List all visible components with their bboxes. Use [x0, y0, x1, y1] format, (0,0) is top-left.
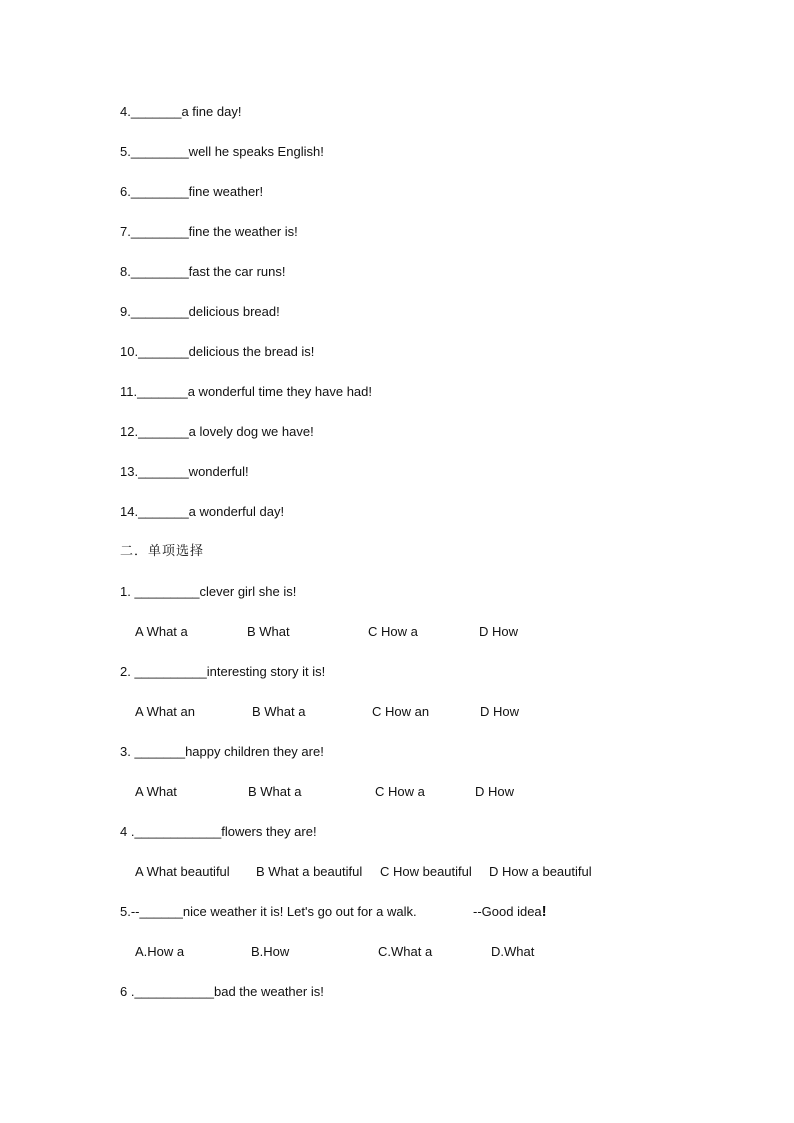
fill-item-8: 8.________fast the car runs!: [120, 264, 286, 279]
option-a: A What an: [135, 704, 195, 719]
options-row-1: [135, 624, 735, 640]
fill-item-6: 6.________fine weather!: [120, 184, 264, 199]
option-a: A.How a: [135, 944, 185, 959]
question-stem-4: 4 .____________flowers they are!: [120, 824, 317, 839]
fill-item-11: 11._______a wonderful time they have had!: [120, 384, 372, 399]
fill-item-13: 13._______wonderful!: [120, 464, 249, 479]
option-c: C How a: [375, 784, 425, 799]
option-c: C How an: [372, 704, 430, 719]
options-row-2: [135, 704, 735, 720]
fill-item-10: 10._______delicious the bread is!: [120, 344, 315, 359]
options-row-4: [135, 864, 735, 880]
options-row-5: [135, 944, 735, 960]
fill-item-14: 14._______a wonderful day!: [120, 504, 285, 519]
option-c: C How a: [368, 624, 418, 639]
question-stem-5: 5.--______nice weather it is! Let's go out for a walk.: [120, 904, 417, 919]
option-d: D How: [480, 704, 520, 719]
fill-item-9: 9.________delicious bread!: [120, 304, 280, 319]
option-b: B What a: [248, 784, 302, 799]
question-reply-5: [473, 904, 547, 920]
option-d: D How: [475, 784, 515, 799]
fill-item-7: 7.________fine the weather is!: [120, 224, 298, 239]
option-b: B.How: [251, 944, 290, 959]
options-row-3: [135, 784, 735, 800]
fill-item-12: 12._______a lovely dog we have!: [120, 424, 314, 439]
option-c: C How beautiful: [380, 864, 472, 879]
option-d: D.What: [491, 944, 535, 959]
reply-exclamation: !: [541, 903, 547, 920]
option-a: A What: [135, 784, 177, 799]
option-b: B What a beautiful: [256, 864, 363, 879]
option-c: C.What a: [378, 944, 433, 959]
question-stem-2: 2. __________interesting story it is!: [120, 664, 326, 679]
fill-item-4: 4._______a fine day!: [120, 104, 242, 119]
option-d: D How a beautiful: [489, 864, 592, 879]
question-stem-6: 6 .___________bad the weather is!: [120, 984, 324, 999]
reply-text: --Good idea: [473, 904, 542, 919]
option-b: B What: [247, 624, 290, 639]
section-heading: 二．单项选择: [120, 543, 205, 558]
option-a: A What beautiful: [135, 864, 230, 879]
fill-item-5: 5.________well he speaks English!: [120, 144, 324, 159]
question-stem-3: 3. _______happy children they are!: [120, 744, 324, 759]
option-d: D How: [479, 624, 519, 639]
question-stem-1: 1. _________clever girl she is!: [120, 584, 297, 599]
option-a: A What a: [135, 624, 188, 639]
option-b: B What a: [252, 704, 306, 719]
